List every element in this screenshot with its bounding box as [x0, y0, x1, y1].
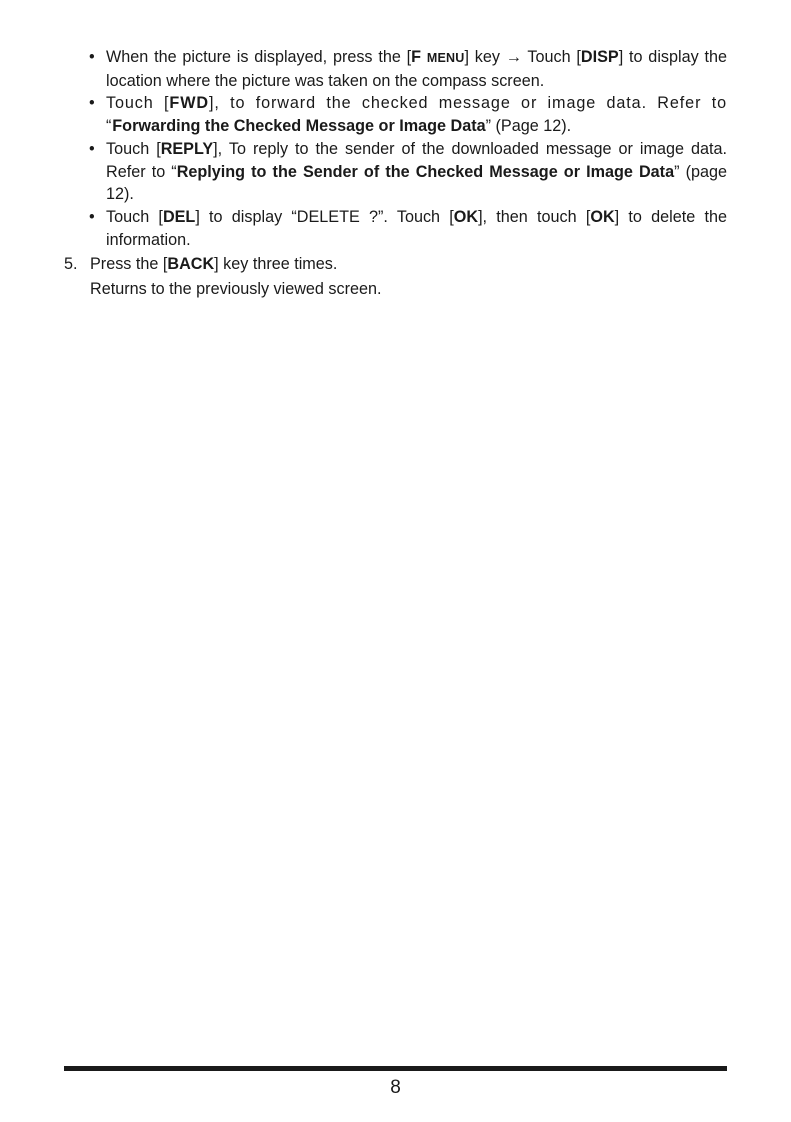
reference-forwarding: Forwarding the Checked Message or Image Data — [112, 117, 486, 136]
bullet-dot: • — [89, 48, 95, 66]
key-del: DEL — [162, 207, 196, 226]
key-disp: DISP — [580, 48, 619, 66]
key-reply: REPLY — [160, 139, 214, 158]
bullet-item-reply: • Touch [REPLY], To reply to the sender of the downloaded message or image data. Refer to “Replying to the Sender of the Checked Message or Image Data” (page 12). — [89, 139, 727, 204]
step-5: 5. Press the [BACK] key three times. — [64, 253, 727, 276]
footer-rule — [64, 1066, 727, 1071]
bullet-item-fwd: • Touch [FWD], to forward the checked message or image data. Refer to “Forwarding the Checked Message or Image Data” (Page 12). — [89, 94, 727, 136]
bullet-list — [64, 46, 727, 251]
step-5-result: Returns to the previously viewed screen. — [90, 280, 382, 299]
key-fwd: FWD — [169, 94, 209, 113]
step-number: 5. — [64, 255, 78, 274]
key-back: BACK — [167, 255, 215, 274]
bullet-dot: • — [89, 207, 95, 226]
key-f: F — [411, 48, 422, 66]
page-number: 8 — [390, 1077, 401, 1098]
key-ok-confirm: OK — [590, 207, 615, 226]
bullet-item-disp: • When the picture is displayed, press the [F MENU] key → Touch [DISP] to display the location where the picture was taken on the compass screen. — [89, 48, 727, 90]
arrow-right-icon: → — [505, 48, 522, 66]
reference-replying: Replying to the Sender of the Checked Message or Image Data — [176, 162, 675, 181]
bullet-dot: • — [89, 139, 95, 158]
key-menu: MENU — [426, 51, 465, 65]
bullet-item-del: • Touch [DEL] to display “DELETE ?”. Touch [OK], then touch [OK] to delete the information. — [89, 207, 727, 249]
key-ok: OK — [453, 207, 479, 226]
bullet-dot: • — [89, 94, 96, 113]
manual-content — [64, 46, 727, 301]
